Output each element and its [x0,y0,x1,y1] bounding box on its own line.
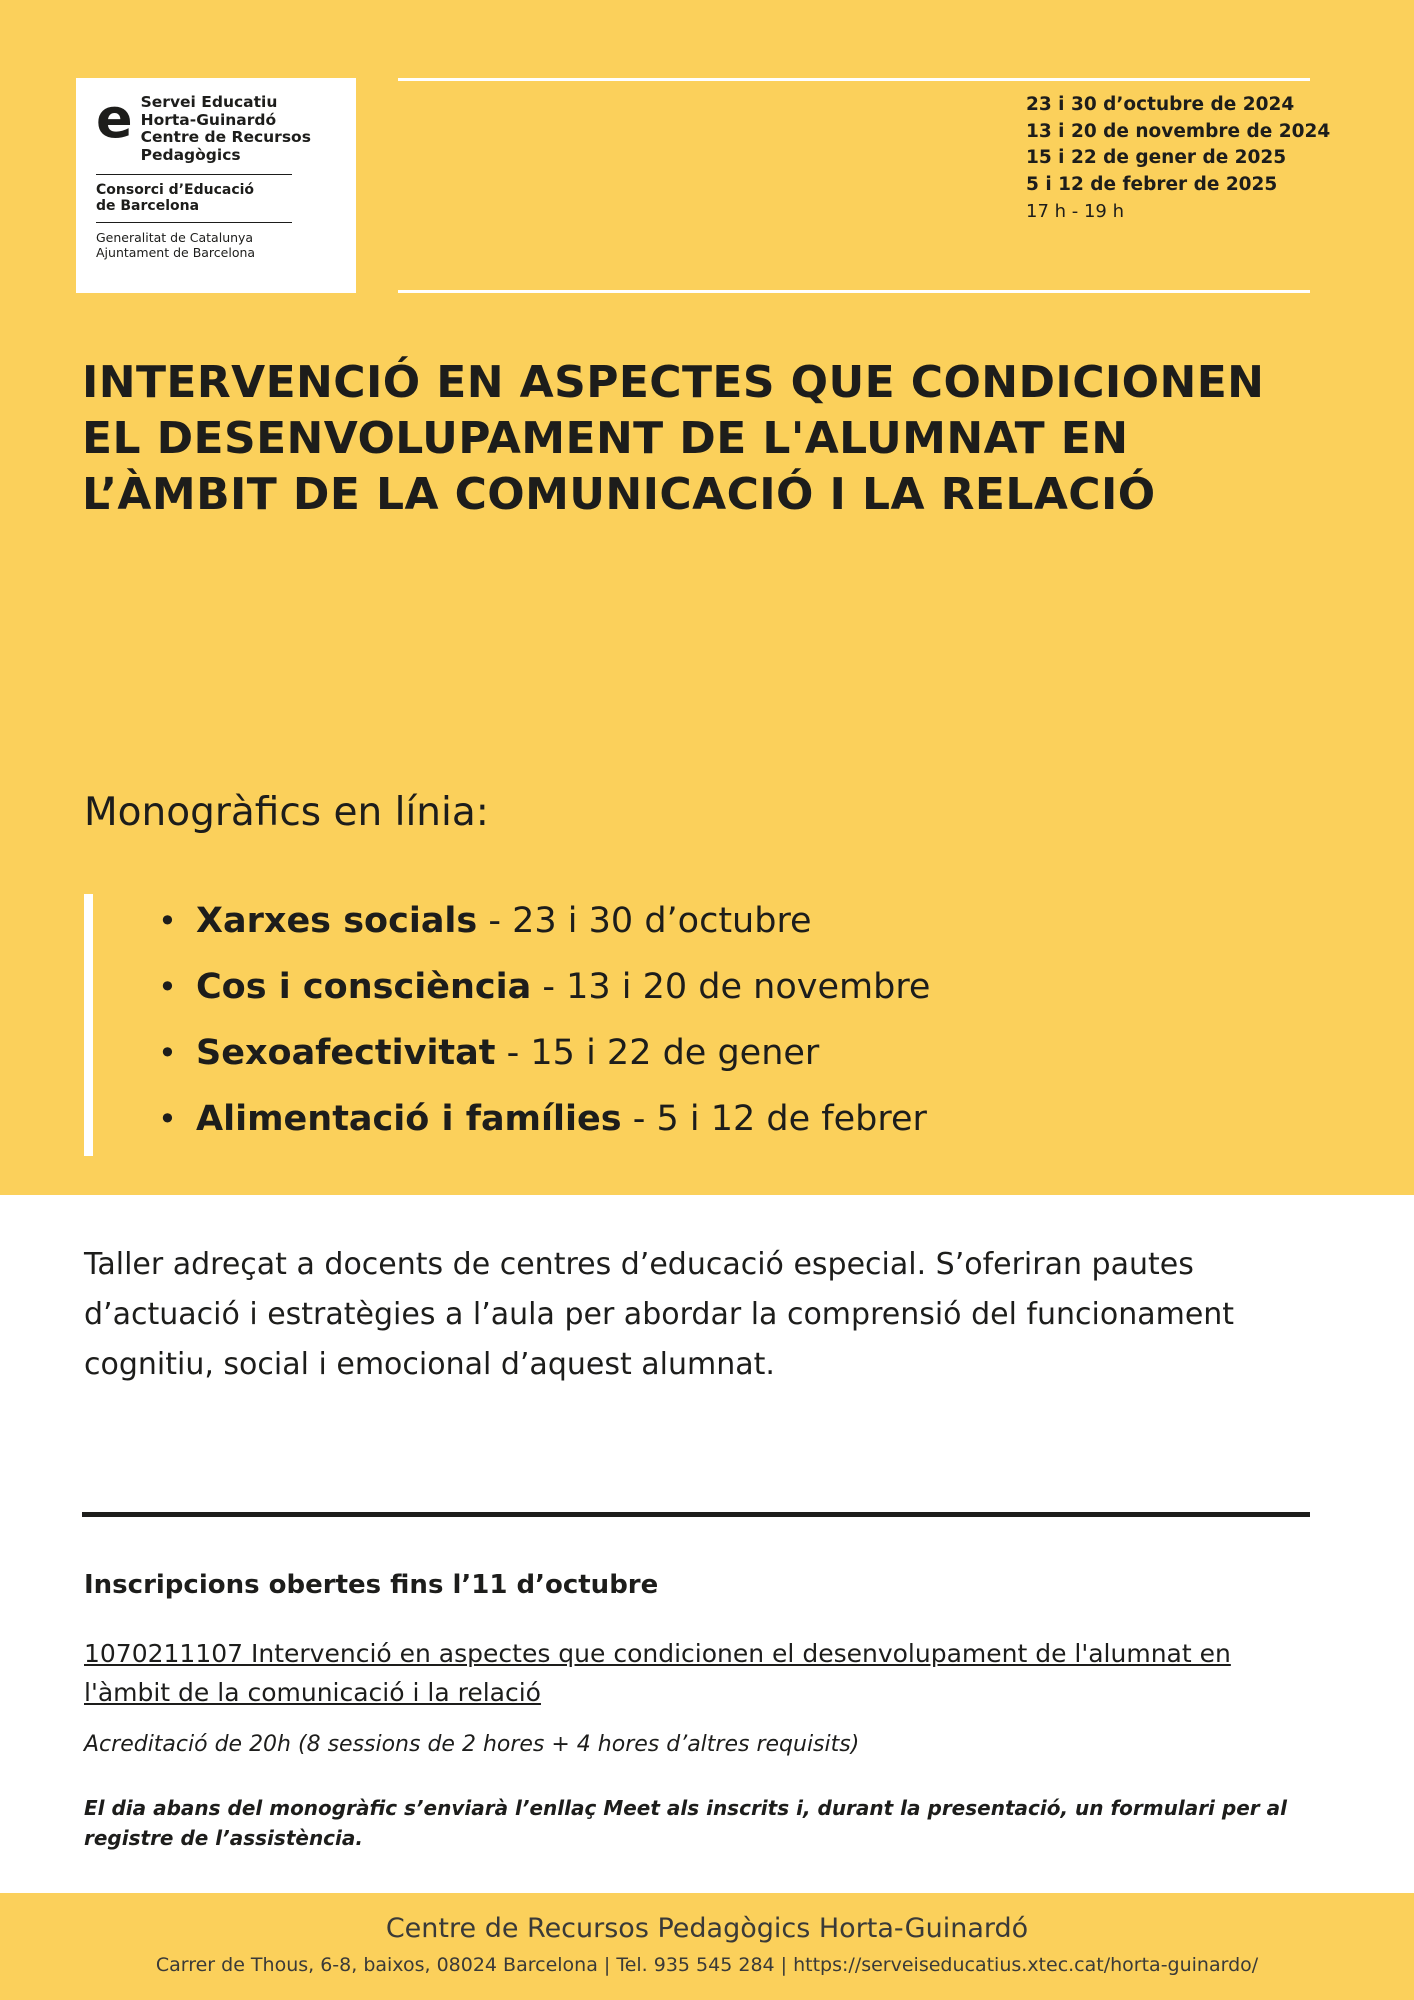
meet-link-note: El dia abans del monogràfic s’enviarà l’enllaç Meet als inscrits i, durant la presentació, un formulari per al registre de l’assistència. [84,1796,1287,1850]
organization-logo [76,78,356,293]
logo-line-4: Pedagògics [140,145,241,164]
footer-title: Centre de Recursos Pedagògics Horta-Guinardó [385,1913,1029,1944]
logo-primary-text [141,94,311,164]
list-item [196,954,1284,1020]
topic-name: Xarxes socials [196,901,478,941]
section-divider [82,1512,1310,1517]
logo-line-5: Consorci d’Educació [96,182,255,198]
page-title: INTERVENCIÓ EN ASPECTES QUE CONDICIONEN EL DESENVOLUPAMENT DE L'ALUMNAT EN L’ÀMBIT DE LA COMUNICACIÓ I LA RELACIÓ [82,357,1265,520]
logo-line-3: Centre de Recursos [140,128,311,146]
logo-divider-2 [96,222,292,223]
dates-rule-bottom [398,290,1310,293]
logo-line-1: Servei Educatiu [140,93,278,111]
logo-line-2: Horta-Guinardó [140,110,277,129]
description-paragraph: Taller adreçat a docents de centres d’educació especial. S’oferiran pautes d’actuació i estratègies a l’aula per abordar la comprensió del funcionament cognitiu, social i emocional d’aquest alumnat. [84,1247,1235,1382]
accreditation-text: Acreditació de 20h (8 sessions de 2 hores + 4 hores d’altres requisits) [84,1732,860,1757]
date-line: 13 i 20 de novembre de 2024 [1026,120,1331,142]
topic-dates: - 5 i 12 de febrer [621,1099,927,1139]
topic-dates: - 23 i 30 d’octubre [477,901,812,941]
dates-list [356,92,1331,226]
registration-heading: Inscripcions obertes fins l’11 d’octubre [84,1570,659,1600]
topic-dates: - 13 i 20 de novembre [531,967,931,1007]
footer [0,1893,1414,2000]
topic-name: Alimentació i famílies [196,1099,622,1139]
topics-list [84,888,1284,1152]
subtitle: Monogràfics en línia: [84,790,489,835]
date-line: 23 i 30 d’octubre de 2024 [1026,94,1295,115]
topics-section [84,888,1284,1152]
logo-government-text [96,230,342,260]
list-item [196,1086,1284,1152]
topic-dates: - 15 i 22 de gener [495,1033,820,1073]
topic-name: Sexoafectivitat [196,1033,496,1073]
logo-divider-1 [96,174,292,175]
session-time: 17 h - 19 h [1026,201,1125,222]
footer-contact: Carrer de Thous, 6-8, baixos, 08024 Barcelona | Tel. 935 545 284 | https://serveiseducatius.xtec.cat/horta-guinardo/ [155,1954,1259,1976]
header-band [76,78,1331,293]
logo-monogram-icon: e [96,87,131,150]
course-registration-link[interactable]: 1070211107 Intervenció en aspectes que condicionen el desenvolupament de l'alumnat en l'àmbit de la comunicació i la relació [84,1639,1231,1707]
date-line: 5 i 12 de febrer de 2025 [1026,173,1278,195]
list-item [196,1020,1284,1086]
dates-block [356,78,1331,293]
logo-line-8: Ajuntament de Barcelona [96,245,256,260]
logo-consortium-text [96,182,342,214]
date-line: 15 i 22 de gener de 2025 [1026,147,1287,168]
topic-name: Cos i consciència [196,967,532,1007]
dates-rule-top [398,78,1310,81]
topics-accent-bar [84,894,93,1156]
logo-line-7: Generalitat de Catalunya [96,230,254,245]
logo-top-row [96,87,342,164]
logo-line-6: de Barcelona [96,198,200,214]
list-item [196,888,1284,954]
